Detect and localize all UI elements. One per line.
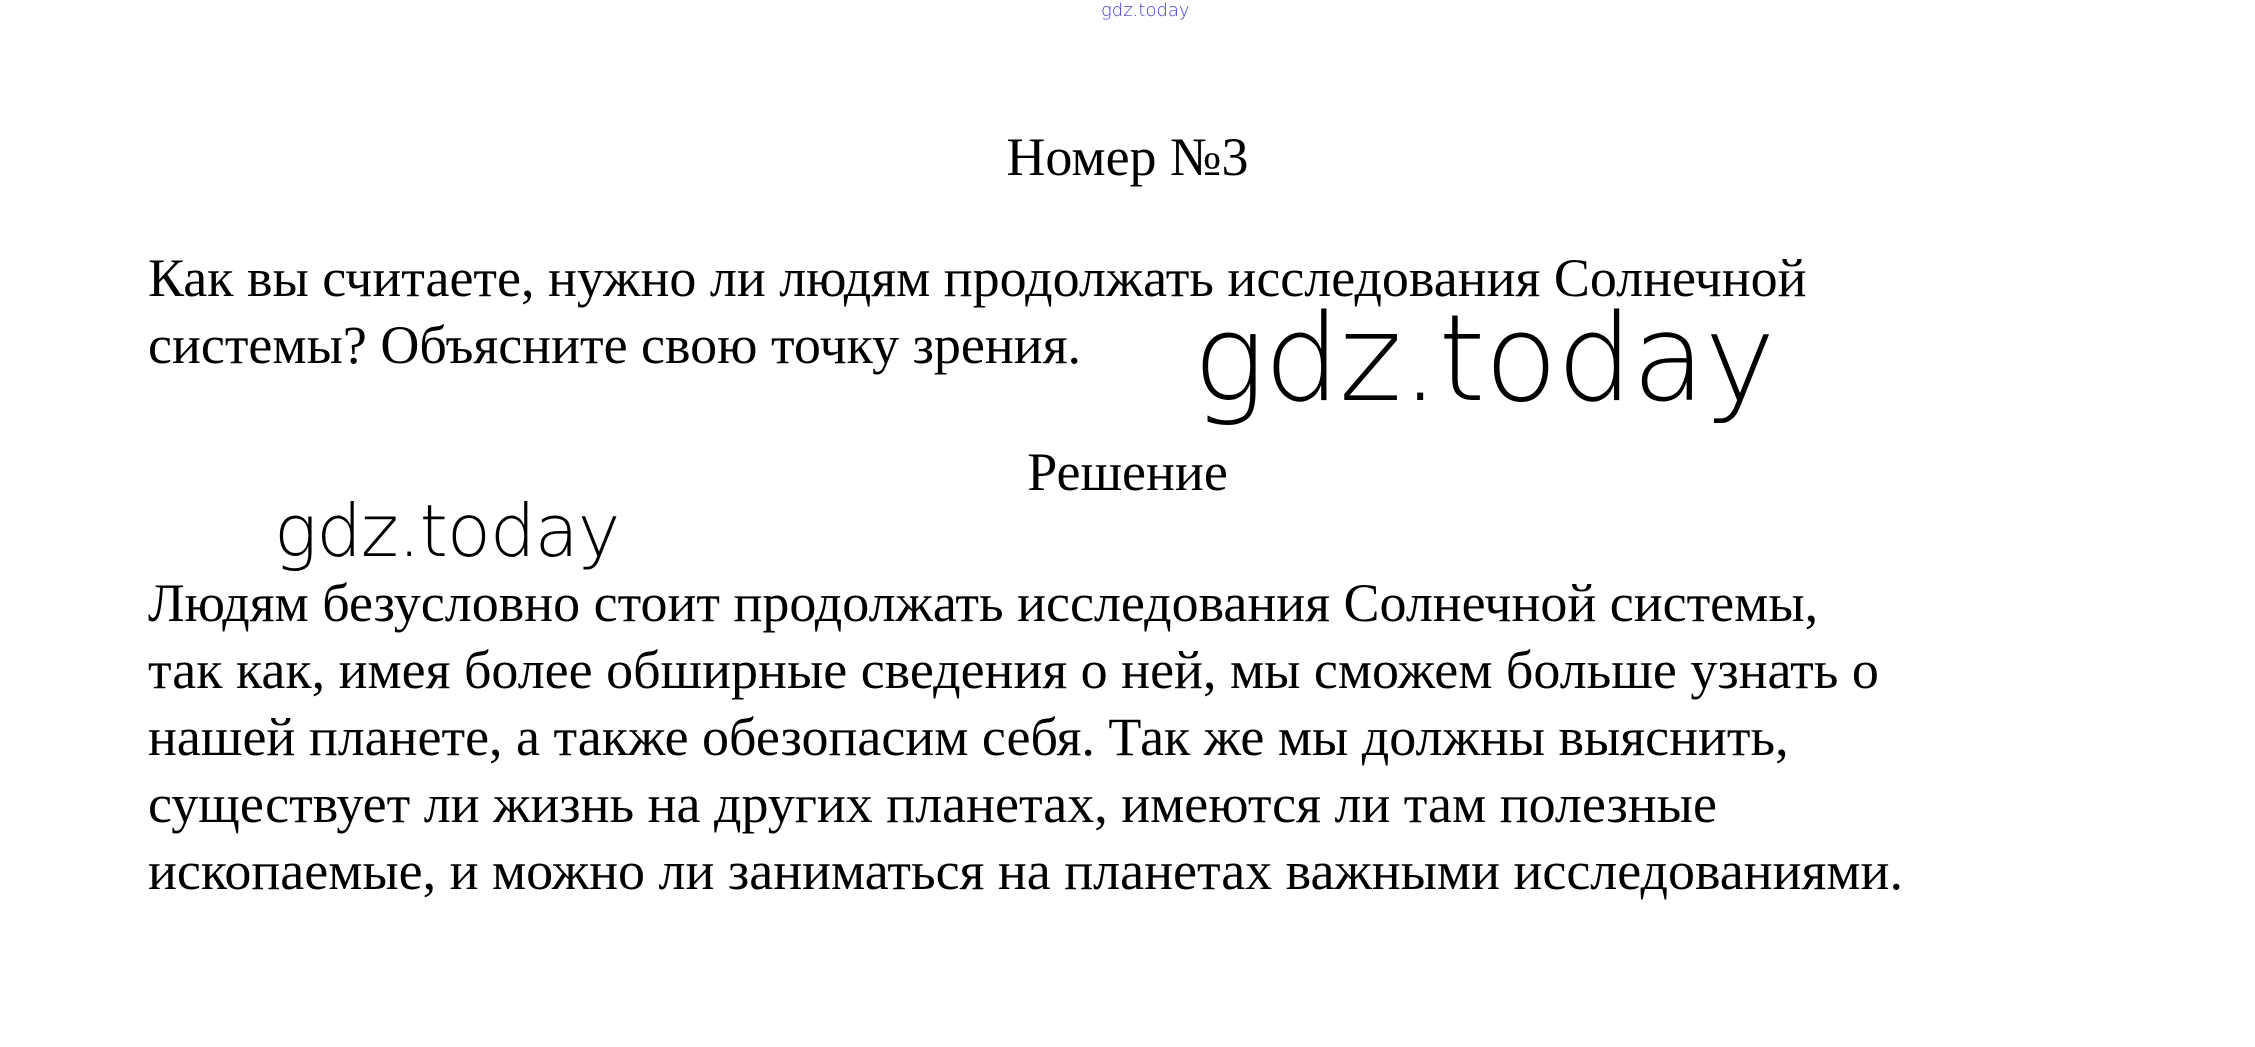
answer-line: так как, имея более обширные сведения о ней, мы сможем больше узнать о [148, 640, 1879, 700]
answer-text [148, 570, 1903, 905]
watermark-large: gdz.today [1193, 290, 1775, 429]
answer-line: Людям безусловно стоит продолжать исследования Солнечной системы, [148, 573, 1819, 633]
question-line: Как вы считаете, нужно ли людям продолжать исследования Солнечной [148, 248, 1807, 308]
solution-heading: Решение [1027, 442, 1228, 502]
answer-line: нашей планете, а также обезопасим себя. Так же мы должны выяснить, [148, 707, 1789, 767]
page-title: Номер №3 [1006, 127, 1249, 187]
question-line: системы? Объясните свою точку зрения. [148, 315, 1082, 375]
answer-line: ископаемые, и можно ли заниматься на планетах важными исследованиями. [148, 841, 1903, 901]
answer-line: существует ли жизнь на других планетах, имеются ли там полезные [148, 774, 1717, 834]
watermark-medium: gdz.today [274, 489, 620, 573]
watermark-top: gdz.today [1101, 0, 1190, 21]
